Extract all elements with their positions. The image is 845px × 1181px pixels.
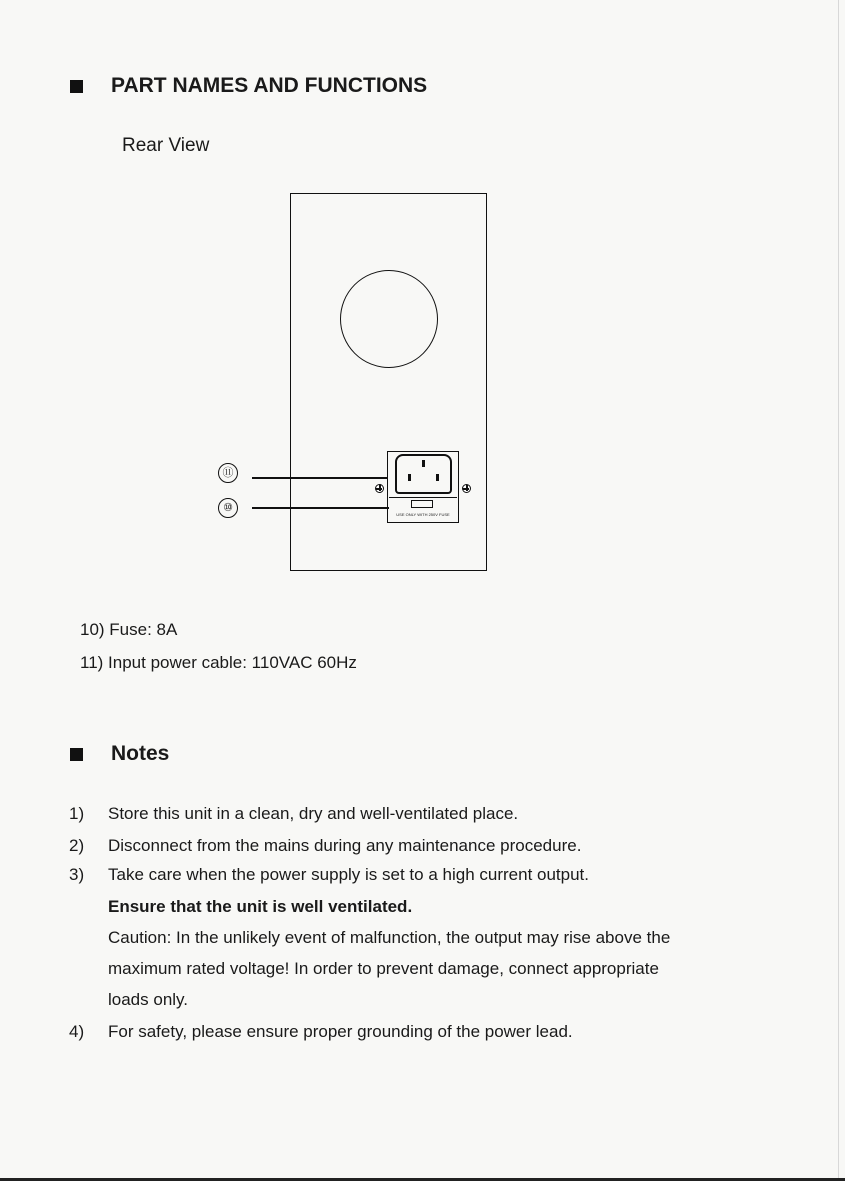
section-heading-part-names [70, 74, 427, 98]
note-item: Take care when the power supply is set to a high current output. [108, 865, 589, 884]
rear-view-label: Rear View [122, 135, 210, 156]
mounting-screw-icon [375, 484, 384, 493]
note-item: Store this unit in a clean, dry and well-ventilated place. [108, 804, 519, 823]
note-number: 1) [69, 804, 85, 823]
callout-10: ⑩ [218, 498, 238, 518]
note-item: For safety, please ensure proper grounding of the power lead. [108, 1022, 573, 1041]
part-item-10: 10) Fuse: 8A [80, 620, 178, 639]
mounting-screw-icon [462, 484, 471, 493]
section-heading-notes [70, 742, 169, 766]
note-number: 3) [69, 865, 85, 884]
callout-10-leader [252, 507, 389, 509]
section-heading-text: Notes [111, 742, 170, 765]
note-number: 4) [69, 1022, 85, 1041]
socket-pin-earth [422, 460, 425, 467]
square-bullet-icon [70, 748, 83, 761]
note-number: 2) [69, 836, 85, 855]
caution-line: maximum rated voltage! In order to prevent damage, connect appropriate [108, 959, 659, 978]
fuse-warning-text: USE ONLY WITH 250V FUSE [396, 512, 450, 517]
callout-11-leader [252, 477, 387, 479]
section-heading-text: PART NAMES AND FUNCTIONS [111, 74, 428, 97]
part-item-11: 11) Input power cable: 110VAC 60Hz [80, 653, 357, 672]
page-edge [838, 0, 839, 1181]
callout-11: ⑪ [218, 463, 238, 483]
fan-opening-icon [340, 270, 438, 368]
square-bullet-icon [70, 80, 83, 93]
socket-pin-left [408, 474, 411, 481]
note-item: Disconnect from the mains during any maintenance procedure. [108, 836, 582, 855]
ventilation-emphasis: Ensure that the unit is well ventilated. [108, 897, 413, 916]
caution-line: Caution: In the unlikely event of malfunction, the output may rise above the [108, 928, 671, 947]
fuse-icon [411, 500, 433, 508]
caution-line: loads only. [108, 990, 189, 1009]
socket-pin-right [436, 474, 439, 481]
